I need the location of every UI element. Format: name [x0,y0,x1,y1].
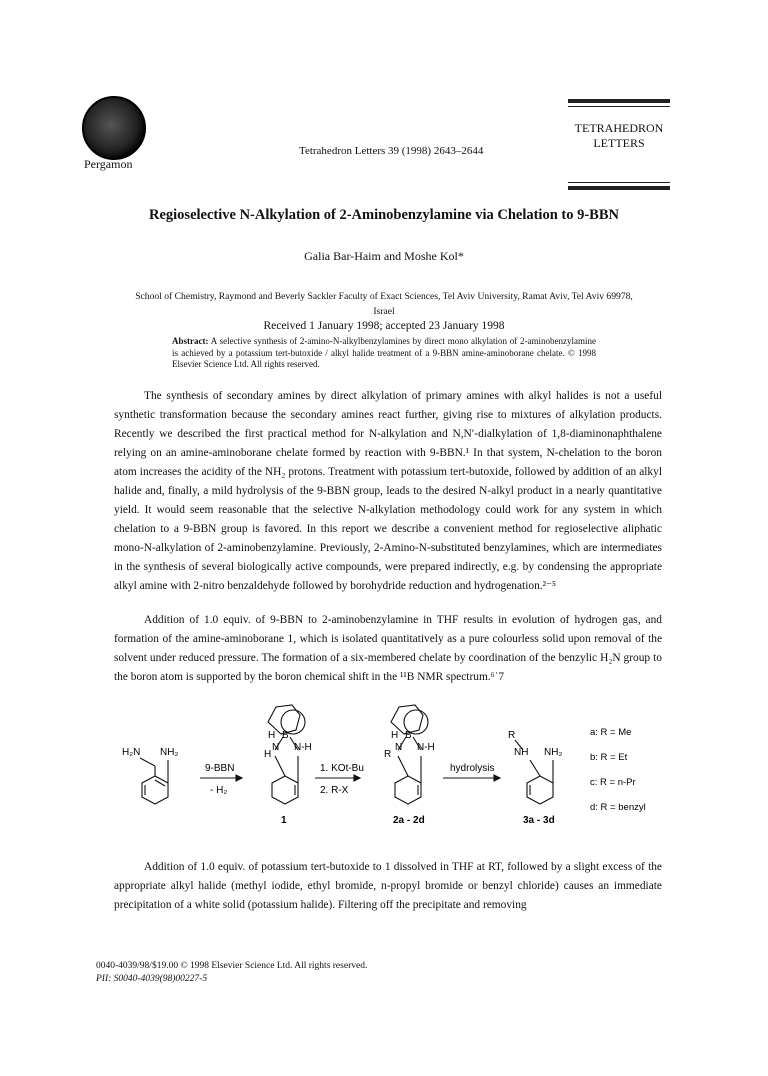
header-rule-bottom-thin [568,182,670,183]
affiliation [96,287,672,318]
atom-b: B [405,730,412,741]
atom-b: B [282,730,289,741]
atom-h: H [391,730,399,741]
body-paragraph-3 [114,858,662,915]
journal-name-line2: LETTERS [593,136,645,150]
body-paragraph-2 [114,611,662,687]
compound-1-label: 1 [281,815,287,826]
elsevier-logo [82,96,146,160]
atom-n: N [272,742,280,753]
key-c: c: R = n-Pr [590,777,636,788]
journal-name [568,121,670,151]
received-dates: Received 1 January 1998; accepted 23 January 1998 [263,320,505,332]
arrow1-byproduct: - H₂ [210,785,228,796]
atom-r: R [508,730,516,741]
article-authors: Galia Bar-Haim and Moshe Kol* [304,249,464,263]
copyright-footer [96,960,367,986]
arrow2-step1: 1. KOt-Bu [320,763,364,774]
header-rule-bottom [568,186,670,190]
label-nh: NH [514,747,529,758]
atom-h: H [264,749,272,760]
abstract-label: Abstract: [172,336,209,346]
arrow2-step2: 2. R-X [320,785,349,796]
benzene-ring-3 [527,776,553,804]
body-paragraph-1 [114,387,662,596]
atom-nh: N-H [294,742,312,753]
arrow3-reagent: hydrolysis [450,763,495,774]
header-rule-top [568,99,670,103]
paragraph-text: Addition of 1.0 equiv. of potassium tert-butoxide to 1 dissolved in THF at RT, followed by a slight excess of the appropriate alkyl halide (methyl iodide, ethyl bromide, n-propyl bromide or benzyl chloride) causes an immediate precipitation of a white solid (potassium halide). Filtering off the precipitate and removing [114,861,662,911]
article-title: Regioselective N-Alkylation of 2-Aminobenzylamine via Chelation to 9-BBN [148,207,619,223]
affiliation-line2: Israel [373,306,395,317]
benzene-ring-1 [272,776,298,804]
label-nh2: NH₂ [160,747,179,758]
arrow1-reagent: 9-BBN [205,763,235,774]
atom-r: R [384,749,392,760]
footer-pii: PII: S0040-4039(98)00227-5 [96,974,208,984]
atom-nh: N-H [417,742,435,753]
abstract-text: A selective synthesis of 2-amino-N-alkylbenzylamines by direct mono alkylation of 2-aminobenzylamine is achieved by a potassium tert-butoxide / alkyl halide treatment of a 9-BBN amine-aminoborane chelate. © 1998 Elsevier Science Ltd. All rights reserved. [172,336,596,369]
paragraph-text: The synthesis of secondary amines by direct alkylation of primary amines with alkyl halides is not a useful synthetic transformation because the secondary amines react further, giving rise to mixtures of alkylation products. Recently we described the first practical method for N-alkylation and N,N′-dialkylation of 1,8-diaminonaphthalene relying on an amine-aminoborane chelate formed by reaction with 9-BBN.¹ In that system, N-chelation to the boron atom increases the acidity of the NH₂ protons. Treatment with potassium tert-butoxide, followed by addition of an alkyl halide and, finally, a mild hydrolysis of the 9-BBN group, leads to the desired N-alkyl product in a nearly quantitative yield. It would seem reasonable that the selective N-alkylation methodology could work for any system in which chelation to a 9-BBN group is favored. In this report we describe a convenient method for regioselective aliphatic mono-N-alkylation of 2-aminobenzylamine. Previously, 2-Amino-N-substituted benzylamines, which are intermediates in the synthesis of several biologically active compounds, were prepared indirectly, e.g. by condensing the appropriate alkyl amine with 2-nitro benzaldehyde followed by borohydride reduction and hydrogenation.²⁻⁵ [114,390,662,592]
header-rule-top-thin [568,106,670,107]
key-d: d: R = benzyl [590,802,646,813]
key-b: b: R = Et [590,752,628,763]
label-nh2: NH₂ [544,747,563,758]
paragraph-text: Addition of 1.0 equiv. of 9-BBN to 2-aminobenzylamine in THF results in evolution of hydrogen gas, and formation of the amine-aminoborane 1, which is isolated quantitatively as a pure colourless solid upon removal of the solvent under reduced pressure. The formation of a six-membered chelate by coordination of the benzylic H₂N group to the boron atom is supported by the boron chemical shift in the ¹¹B NMR spectrum.⁶˙7 [114,614,662,683]
compound-3-label: 3a - 3d [523,815,555,826]
publisher-name: Pergamon [84,157,133,171]
journal-citation: Tetrahedron Letters 39 (1998) 2643–2644 [299,145,484,157]
footer-copyright: 0040-4039/98/$19.00 © 1998 Elsevier Science Ltd. All rights reserved. [96,961,368,971]
atom-n: N [395,742,403,753]
journal-name-line1: TETRAHEDRON [574,121,664,135]
compound-2-label: 2a - 2d [393,815,425,826]
affiliation-line1: School of Chemistry, Raymond and Beverly Sackler Faculty of Exact Sciences, Tel Aviv University, Ramat Aviv, Tel Aviv 69978, [135,291,633,302]
benzene-ring-2 [395,776,421,804]
reaction-scheme [110,700,670,830]
key-a: a: R = Me [590,727,632,738]
label-h2n: H₂N [122,747,141,758]
atom-h: H [268,730,276,741]
abstract [172,336,596,371]
